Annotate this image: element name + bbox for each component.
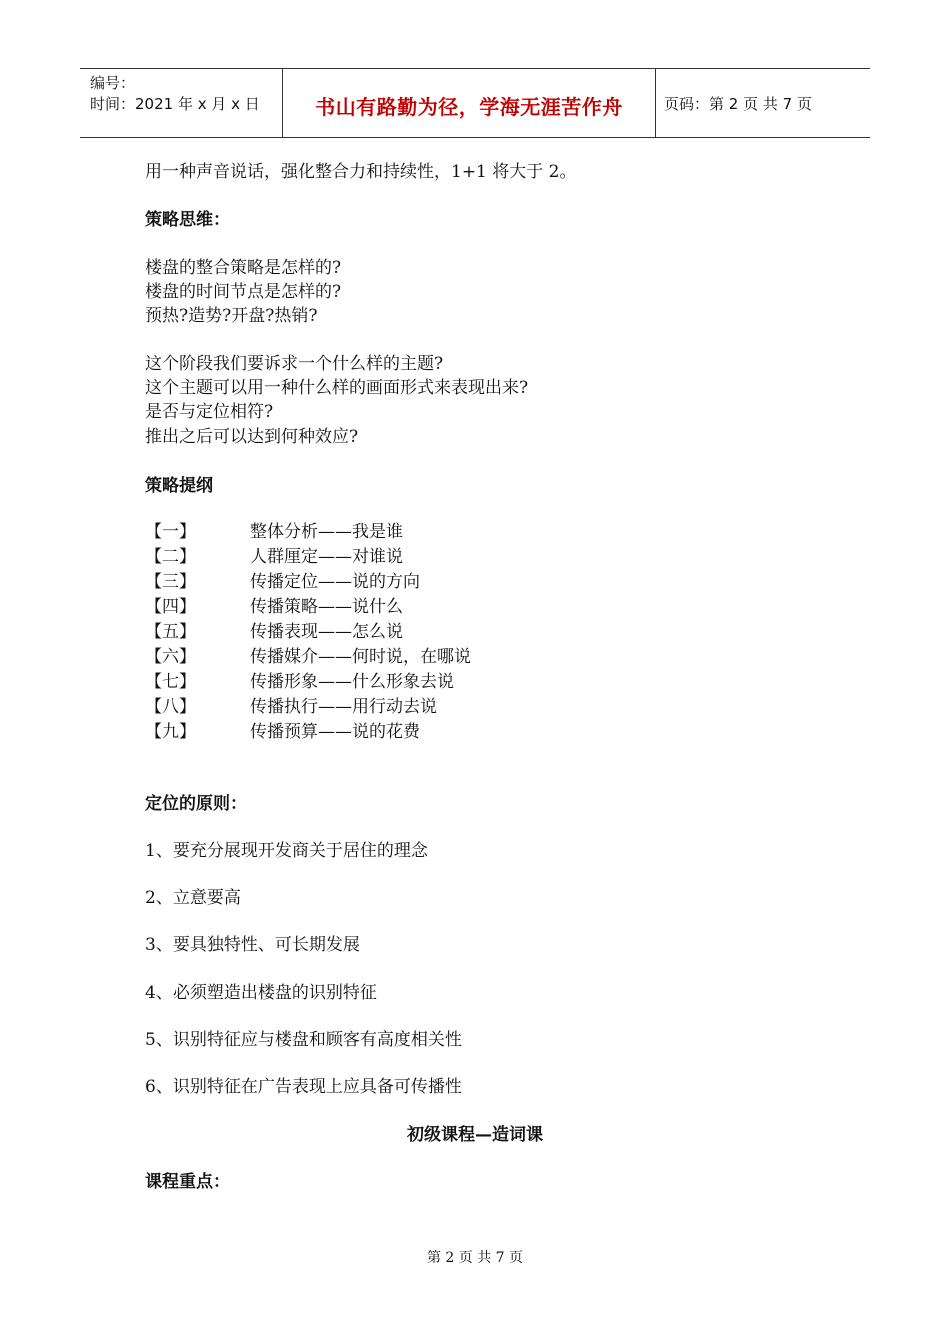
- outline-text: 传播策略——说什么: [250, 597, 403, 617]
- principle-item: 1、要充分展现开发商关于居住的理念: [145, 841, 428, 861]
- header-meta: [90, 73, 260, 115]
- page-footer: 第 2 页 共 7 页: [426, 1250, 524, 1266]
- question-line: 是否与定位相符?: [145, 402, 274, 422]
- outline-text: 传播表现——怎么说: [250, 622, 403, 642]
- principle-item: 6、识别特征在广告表现上应具备可传播性: [145, 1077, 462, 1097]
- principle-item: 4、必须塑造出楼盘的识别特征: [145, 983, 377, 1003]
- outline-number: 【一】: [145, 522, 196, 542]
- heading-strategy-thinking: 策略思维：: [145, 210, 230, 230]
- outline-number: 【七】: [145, 672, 196, 692]
- outline-number: 【二】: [145, 547, 196, 567]
- date-line: 时间：2021 年 x 月 x 日: [90, 95, 260, 113]
- outline-number: 【六】: [145, 647, 196, 667]
- question-line: 这个主题可以用一种什么样的画面形式来表现出来?: [145, 378, 529, 398]
- header-divider: [655, 69, 656, 137]
- outline-text: 人群厘定——对谁说: [250, 547, 403, 567]
- principle-item: 2、立意要高: [145, 888, 241, 908]
- outline-text: 传播媒介——何时说，在哪说: [250, 647, 471, 667]
- course-title: 初级课程—造词课: [407, 1125, 543, 1145]
- outline-text: 传播形象——什么形象去说: [250, 672, 454, 692]
- question-line: 这个阶段我们要诉求一个什么样的主题?: [145, 354, 444, 374]
- heading-outline: 策略提纲: [145, 476, 213, 496]
- heading-principles: 定位的原则：: [145, 794, 247, 814]
- outline-number: 【四】: [145, 597, 196, 617]
- outline-text: 整体分析——我是谁: [250, 522, 403, 542]
- outline-text: 传播预算——说的花费: [250, 722, 420, 742]
- outline-text: 传播执行——用行动去说: [250, 697, 437, 717]
- outline-text: 传播定位——说的方向: [250, 572, 420, 592]
- question-line: 推出之后可以达到何种效应?: [145, 427, 359, 447]
- principle-item: 3、要具独特性、可长期发展: [145, 935, 360, 955]
- question-line: 楼盘的时间节点是怎样的?: [145, 282, 342, 302]
- outline-number: 【三】: [145, 572, 196, 592]
- course-focus-heading: 课程重点：: [145, 1172, 230, 1192]
- header-motto: 书山有路勤为径，学海无涯苦作舟: [315, 95, 623, 119]
- outline-number: 【八】: [145, 697, 196, 717]
- outline-number: 【九】: [145, 722, 196, 742]
- header-page-info: 页码：第 2 页 共 7 页: [664, 95, 812, 113]
- outline-number: 【五】: [145, 622, 196, 642]
- intro-paragraph: 用一种声音说话，强化整合力和持续性，1+1 将大于 2。: [145, 162, 577, 182]
- number-label: 编号：: [90, 74, 136, 92]
- document-header: [80, 68, 870, 138]
- principle-item: 5、识别特征应与楼盘和顾客有高度相关性: [145, 1030, 462, 1050]
- question-line: 预热?造势?开盘?热销?: [145, 306, 318, 326]
- question-line: 楼盘的整合策略是怎样的?: [145, 258, 342, 278]
